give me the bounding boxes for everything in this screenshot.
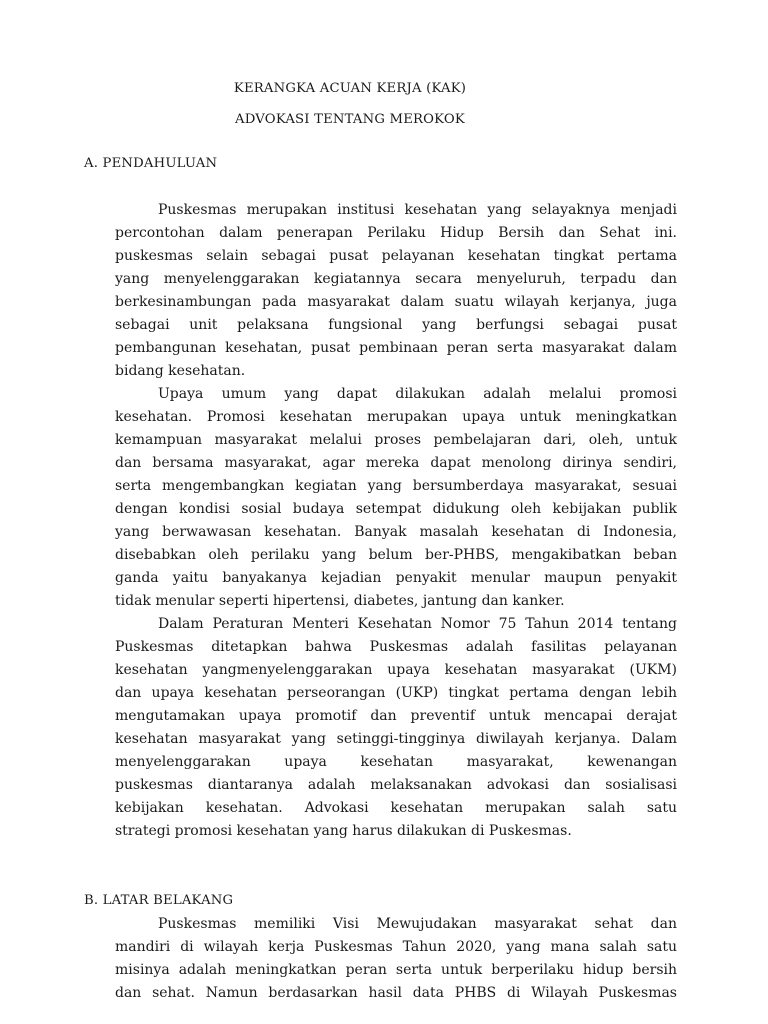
paragraph-line: dan bersama masyarakat, agar mereka dapat menolong dirinya sendiri, [115, 455, 677, 471]
paragraph-line: dan sehat. Namun berdasarkan hasil data PHBS di Wilayah Puskesmas [115, 985, 677, 1001]
paragraph-line: berkesinambungan pada masyarakat dalam suatu wilayah kerjanya, juga [115, 294, 677, 310]
paragraph-line: kesehatan yangmenyelenggarakan upaya kesehatan masyarakat (UKM) [115, 662, 677, 678]
paragraph-line: dengan kondisi sosial budaya setempat didukung oleh kebijakan publik [115, 501, 677, 517]
paragraph-line: yang berwawasan kesehatan. Banyak masalah kesehatan di Indonesia, [115, 524, 677, 540]
paragraph-line: Puskesmas memiliki Visi Mewujudakan masyarakat sehat dan [158, 916, 677, 932]
paragraph-line: strategi promosi kesehatan yang harus dilakukan di Puskesmas. [115, 823, 572, 839]
paragraph-line: Puskesmas ditetapkan bahwa Puskesmas adalah fasilitas pelayanan [115, 639, 677, 655]
paragraph-line: mengutamakan upaya promotif dan preventif untuk mencapai derajat [115, 708, 677, 724]
paragraph-line: menyelenggarakan upaya kesehatan masyarakat, kewenangan [115, 754, 677, 770]
paragraph-line: mandiri di wilayah kerja Puskesmas Tahun 2020, yang mana salah satu [115, 939, 677, 955]
document-subtitle: ADVOKASI TENTANG MEROKOK [235, 112, 465, 127]
paragraph-line: percontohan dalam penerapan Perilaku Hidup Bersih dan Sehat ini. [115, 225, 677, 241]
paragraph-line: tidak menular seperti hipertensi, diabetes, jantung dan kanker. [115, 593, 565, 609]
paragraph-line: kebijakan kesehatan. Advokasi kesehatan merupakan salah satu [115, 800, 677, 816]
paragraph-line: puskesmas diantaranya adalah melaksanakan advokasi dan sosialisasi [115, 777, 677, 793]
paragraph-line: yang menyelenggarakan kegiatannya secara menyeluruh, terpadu dan [115, 271, 677, 287]
paragraph-line: bidang kesehatan. [115, 363, 246, 379]
paragraph-line: puskesmas selain sebagai pusat pelayanan kesehatan tingkat pertama [115, 248, 677, 264]
paragraph-line: pembangunan kesehatan, pusat pembinaan peran serta masyarakat dalam [115, 340, 677, 356]
paragraph-line: kemampuan masyarakat melalui proses pembelajaran dari, oleh, untuk [115, 432, 677, 448]
paragraph-line: disebabkan oleh perilaku yang belum ber-PHBS, mengakibatkan beban [115, 547, 677, 563]
paragraph-line: dan upaya kesehatan perseorangan (UKP) tingkat pertama dengan lebih [115, 685, 677, 701]
paragraph-line: misinya adalah meningkatkan peran serta untuk berperilaku hidup bersih [115, 962, 677, 978]
paragraph-line: kesehatan masyarakat yang setinggi-tingginya diwilayah kerjanya. Dalam [115, 731, 677, 747]
paragraph-line: kesehatan. Promosi kesehatan merupakan upaya untuk meningkatkan [115, 409, 677, 425]
paragraph-line: ganda yaitu banyakanya kejadian penyakit menular maupun penyakit [115, 570, 677, 586]
section-heading-latar-belakang: B. LATAR BELAKANG [84, 893, 234, 908]
section-heading-pendahuluan: A. PENDAHULUAN [84, 156, 218, 171]
document-title: KERANGKA ACUAN KERJA (KAK) [233, 81, 467, 96]
paragraph-line: Dalam Peraturan Menteri Kesehatan Nomor 75 Tahun 2014 tentang [158, 616, 677, 632]
paragraph-line: Upaya umum yang dapat dilakukan adalah melalui promosi [158, 386, 677, 402]
paragraph-line: serta mengembangkan kegiatan yang bersumberdaya masyarakat, sesuai [115, 478, 677, 494]
paragraph-line: Puskesmas merupakan institusi kesehatan yang selayaknya menjadi [158, 202, 677, 218]
paragraph-line: sebagai unit pelaksana fungsional yang berfungsi sebagai pusat [115, 317, 677, 333]
